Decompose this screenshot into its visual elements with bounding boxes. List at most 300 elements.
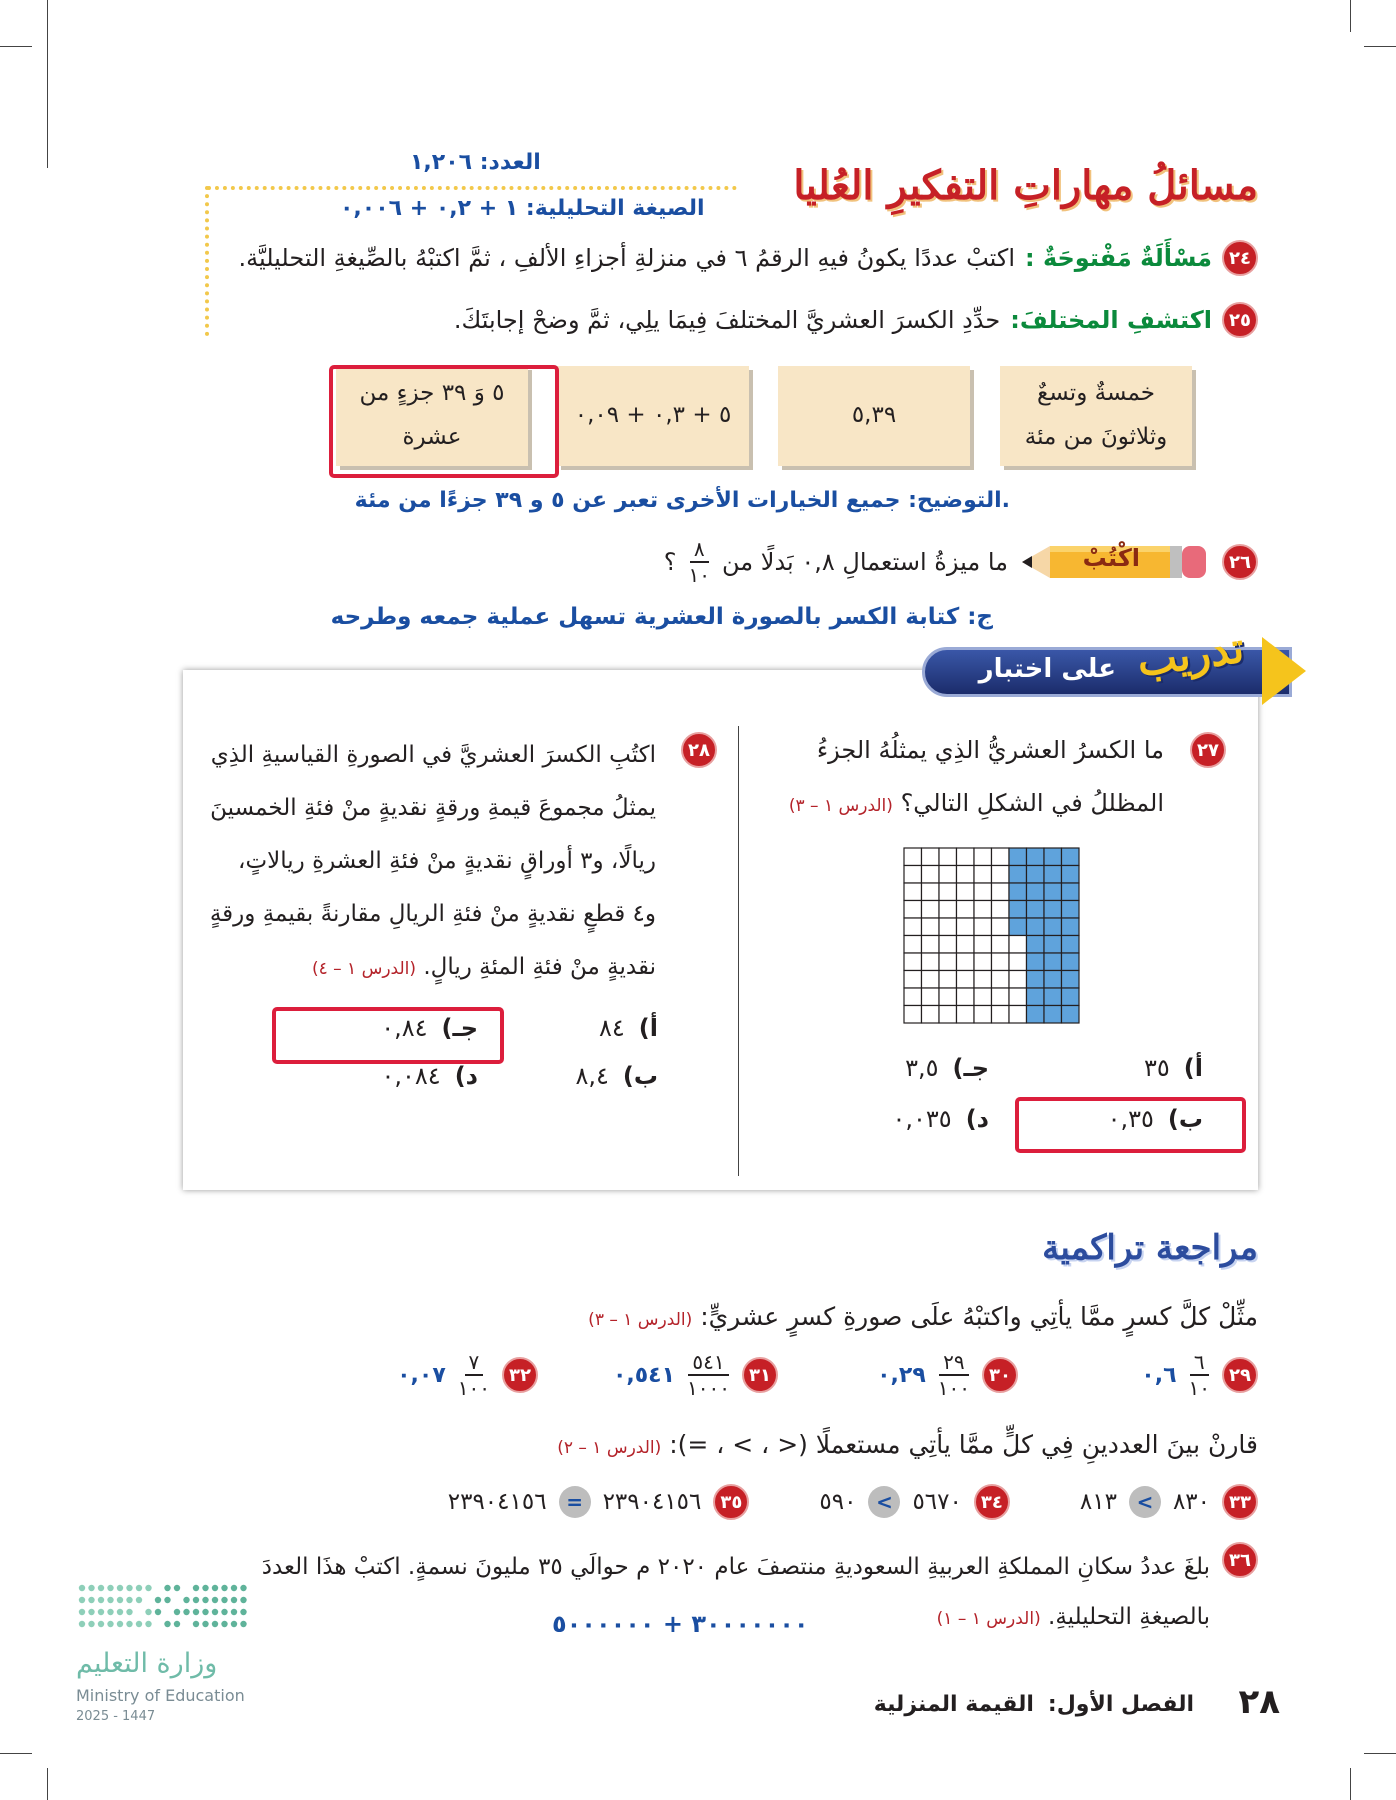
grid-cell-shaded — [1027, 971, 1045, 989]
option-b[interactable] — [575, 1062, 658, 1090]
lesson-reference: (الدرس ١ – ٤) — [311, 959, 416, 979]
logo-dot — [79, 1609, 85, 1615]
question-27-number — [1190, 732, 1226, 768]
dotted-frame-left — [205, 186, 209, 336]
grid-cell — [957, 883, 975, 901]
grid-cell — [974, 1006, 992, 1024]
logo-dot — [164, 1621, 170, 1627]
option-letter: ب) — [622, 1062, 658, 1090]
fraction-numerator: ٨ — [690, 539, 709, 563]
grid-cell — [904, 988, 922, 1006]
logo-dot — [231, 1597, 237, 1603]
crop-mark — [1350, 0, 1351, 32]
question-line-text: المظللُ في الشكلِ التالي؟ — [900, 789, 1164, 817]
option-letter: ب) — [1167, 1105, 1203, 1133]
grid-cell-shaded — [1009, 883, 1027, 901]
crop-mark — [47, 0, 48, 168]
grid-cell-shaded — [1027, 848, 1045, 866]
grid-cell — [939, 1006, 957, 1024]
question-number: ٢٤ — [1222, 240, 1258, 276]
logo-dot — [193, 1597, 199, 1603]
grid-cell-shaded — [1027, 901, 1045, 919]
logo-dot — [79, 1597, 85, 1603]
grid-cell-shaded — [1062, 936, 1080, 954]
grid-cell — [1009, 936, 1027, 954]
logo-dot — [88, 1621, 94, 1627]
question-number: ٢٧ — [1190, 732, 1226, 768]
choice-card-2: ٥,٣٩ — [778, 366, 970, 466]
fraction — [938, 1352, 970, 1398]
chapter-label: الفصل الأول: — [1047, 1692, 1194, 1717]
fraction — [458, 1352, 490, 1398]
option-value: ٣٥ — [1144, 1054, 1170, 1082]
logo-dot — [126, 1597, 132, 1603]
note-expanded-form: الصيغة التحليلية: ١ + ٠,٢ + ٠,٠٠٦ — [340, 196, 705, 221]
question-label: مَسْأَلَةٌ مَفْتوحَةٌ : — [1025, 244, 1212, 272]
fraction-numerator: ٦ — [1190, 1352, 1209, 1376]
answer-highlight — [1015, 1097, 1246, 1153]
fraction — [1189, 1352, 1210, 1398]
grid-cell-shaded — [1009, 866, 1027, 884]
logo-dot — [240, 1597, 246, 1603]
grid-cell-shaded — [1062, 901, 1080, 919]
logo-dot — [164, 1585, 170, 1591]
question-line: ريالًا، و٣ أوراقٍ نقديةٍ منْ فئةِ العشرةِ ريالاتٍ، — [238, 848, 656, 874]
grid-cell — [992, 918, 1010, 936]
grid-cell — [904, 866, 922, 884]
grid-cell — [957, 1006, 975, 1024]
logo-dot — [88, 1597, 94, 1603]
question-number: ٣٤ — [974, 1484, 1010, 1520]
option-letter: جـ) — [952, 1054, 989, 1082]
grid-cell — [904, 1006, 922, 1024]
logo-dot — [221, 1621, 227, 1627]
grid-cell-shaded — [1027, 1006, 1045, 1024]
grid-cell — [992, 936, 1010, 954]
grid-cell-shaded — [1044, 918, 1062, 936]
grid-cell-shaded — [1062, 971, 1080, 989]
logo-dot — [145, 1609, 151, 1615]
grid-cell — [992, 866, 1010, 884]
logo-dot — [145, 1585, 151, 1591]
logo-dot — [107, 1597, 113, 1603]
review-item-35 — [448, 1484, 750, 1520]
logo-dot — [136, 1585, 142, 1591]
logo-dot — [79, 1585, 85, 1591]
grid-cell — [922, 1006, 940, 1024]
question-line: و٤ قطعٍ نقديةٍ منْ فئةِ الريالِ مقارنةً بقيمةِ ورقةٍ — [209, 901, 656, 927]
grid-cell-shaded — [1009, 848, 1027, 866]
compare-left: ٢٣٩٠٤١٥٦ — [602, 1489, 702, 1515]
grid-cell-shaded — [1044, 953, 1062, 971]
logo-dot — [126, 1609, 132, 1615]
compare-sign: > — [1129, 1486, 1161, 1518]
grid-cell-shaded — [1062, 1006, 1080, 1024]
logo-dot — [174, 1585, 180, 1591]
grid-cell — [974, 901, 992, 919]
logo-dot — [202, 1621, 208, 1627]
grid-cell-shaded — [1062, 866, 1080, 884]
review-item-32 — [338, 1352, 538, 1398]
grid-cell — [904, 971, 922, 989]
option-c[interactable] — [905, 1054, 989, 1082]
grid-cell — [957, 988, 975, 1006]
question-28-text — [186, 729, 656, 996]
answer-value: ٠,٦ — [1141, 1362, 1177, 1388]
q36-answer: ٣٠٠٠٠٠٠٠ + ٥٠٠٠٠٠٠ — [552, 1610, 809, 1638]
grid-cell — [939, 988, 957, 1006]
question-28-number — [681, 732, 717, 768]
logo-dot — [136, 1597, 142, 1603]
compare-sign: = — [559, 1486, 591, 1518]
logo-dot — [221, 1609, 227, 1615]
option-value: ٠,٨٤ — [381, 1014, 428, 1042]
grid-cell-shaded — [1027, 953, 1045, 971]
logo-dot — [155, 1597, 161, 1603]
grid-cell — [957, 848, 975, 866]
compare-sign: > — [868, 1486, 900, 1518]
grid-cell — [1009, 953, 1027, 971]
grid-cell — [974, 936, 992, 954]
logo-dot — [183, 1597, 189, 1603]
grid-cell — [922, 988, 940, 1006]
question-number: ٢٨ — [681, 732, 717, 768]
compare-right: ٨١٣ — [1079, 1489, 1117, 1515]
review-title: مراجعة تراكمية — [1042, 1228, 1258, 1268]
ministry-name-ar: وزارة التعليم — [76, 1648, 218, 1679]
logo-dot — [231, 1585, 237, 1591]
option-value: ٣,٥ — [905, 1054, 939, 1082]
banner-script-text: تدريب — [1134, 622, 1247, 687]
logo-dot — [174, 1609, 180, 1615]
grid-cell — [922, 901, 940, 919]
fraction-denominator: ١٠٠ — [937, 1376, 970, 1400]
grid-cell-shaded — [1044, 971, 1062, 989]
logo-dot — [107, 1609, 113, 1615]
grid-cell — [1009, 988, 1027, 1006]
review-item-34 — [819, 1484, 1009, 1520]
logo-dot — [231, 1621, 237, 1627]
answer-highlight — [329, 365, 559, 478]
grid-cell — [957, 918, 975, 936]
note-number: العدد: ١,٢٠٦ — [410, 150, 541, 175]
instruction-text: قارنْ بينَ العددينِ فِي كلٍّ ممَّا يأتِي مستعملًا (< ، > ، =): — [669, 1430, 1258, 1459]
grid-cell — [1009, 1006, 1027, 1024]
logo-dot — [88, 1609, 94, 1615]
logo-dot — [136, 1621, 142, 1627]
review-instruction-1 — [588, 1302, 1258, 1331]
logo-dot — [221, 1597, 227, 1603]
grid-cell-shaded — [1044, 988, 1062, 1006]
grid-cell-shaded — [1044, 1006, 1062, 1024]
question-line — [764, 777, 1164, 833]
grid-cell-shaded — [1027, 918, 1045, 936]
logo-dot — [98, 1597, 104, 1603]
logo-dot — [117, 1609, 123, 1615]
fraction-denominator: ١٠٠ — [457, 1376, 490, 1400]
question-line-text: نقديةٍ منْ فئةِ المئةِ ريالٍ. — [423, 954, 656, 980]
logo-dot — [117, 1597, 123, 1603]
review-item-33 — [1080, 1484, 1258, 1520]
grid-cell-shaded — [1027, 988, 1045, 1006]
question-label: اكتشفِ المختلفَ: — [1010, 306, 1212, 334]
grid-cell-shaded — [1009, 918, 1027, 936]
question-mark: ؟ — [663, 548, 677, 576]
ministry-year: 2025 - 1447 — [76, 1709, 156, 1724]
grid-cell-shaded — [1062, 848, 1080, 866]
grid-cell — [904, 936, 922, 954]
instruction-text: مثِّلْ كلَّ كسرٍ ممَّا يأتِي واكتبْهُ علَى صورةِ كسرٍ عشريٍّ: — [700, 1302, 1258, 1331]
grid-cell — [922, 971, 940, 989]
grid-cell — [922, 936, 940, 954]
fraction — [689, 539, 710, 585]
question-number: ٢٥ — [1222, 302, 1258, 338]
logo-dot — [117, 1585, 123, 1591]
question-text: ما ميزةُ استعمالِ ٠,٨ بَدلًا من — [722, 548, 1008, 576]
answer-value: ٠,٥٤١ — [612, 1362, 676, 1388]
grid-cell — [974, 918, 992, 936]
review-items-compare — [448, 1484, 1258, 1520]
logo-dot — [126, 1621, 132, 1627]
logo-dot — [193, 1585, 199, 1591]
lesson-reference: (الدرس ١ – ٣) — [588, 1310, 693, 1330]
logo-dot — [212, 1585, 218, 1591]
grid-cell — [974, 866, 992, 884]
grid-cell — [922, 918, 940, 936]
crop-mark — [0, 46, 32, 47]
grid-cell — [1009, 971, 1027, 989]
grid-cell-shaded — [1044, 866, 1062, 884]
option-a[interactable] — [599, 1014, 658, 1042]
logo-dot — [98, 1585, 104, 1591]
review-item-29 — [1058, 1352, 1258, 1398]
question-line: يمثلُ مجموعَ قيمةِ ورقةٍ نقديةٍ منْ فئةِ الخمسينَ — [210, 795, 656, 821]
grid-cell — [992, 953, 1010, 971]
grid-cell-shaded — [1009, 901, 1027, 919]
grid-cell-shaded — [1044, 848, 1062, 866]
grid-cell — [922, 848, 940, 866]
grid-cell — [904, 901, 922, 919]
grid-cell-shaded — [1062, 918, 1080, 936]
grid-cell — [974, 971, 992, 989]
fraction-numerator: ٢٩ — [939, 1352, 968, 1376]
grid-cell — [992, 1006, 1010, 1024]
question-number: ٢٩ — [1222, 1357, 1258, 1393]
option-letter: أ) — [638, 1014, 658, 1042]
grid-cell — [939, 936, 957, 954]
question-line: بلغَ عددُ سكانِ المملكةِ العربيةِ السعوديةِ منتصفَ عام ٢٠٢٠ م حوالَي ٣٥ مليونَ نسمةٍ. اكتبْ هذَا العددَ — [261, 1554, 1210, 1580]
compare-left: ٥٦٧٠ — [912, 1489, 962, 1515]
ministry-logo-icon — [76, 1580, 252, 1638]
grid-cell-shaded — [1044, 936, 1062, 954]
question-number: ٣٢ — [502, 1357, 538, 1393]
grid-cell — [922, 866, 940, 884]
grid-cell — [904, 883, 922, 901]
choice-card-1: خمسةٌ وتسعٌ وثلاثونَ من مئة — [1000, 366, 1192, 466]
grid-cell — [957, 901, 975, 919]
logo-dot — [145, 1621, 151, 1627]
option-letter: جـ) — [441, 1014, 478, 1042]
grid-cell — [974, 848, 992, 866]
crop-mark — [47, 1768, 48, 1800]
question-25 — [454, 302, 1258, 338]
question-26 — [664, 538, 1258, 586]
question-line: اكتُبِ الكسرَ العشريَّ في الصورةِ القياسيةِ الذِي — [210, 742, 656, 768]
dotted-frame-top — [207, 186, 737, 190]
logo-dot — [240, 1585, 246, 1591]
grid-cell — [904, 918, 922, 936]
page-number: ٢٨ — [1238, 1682, 1280, 1722]
logo-dot — [193, 1621, 199, 1627]
question-number: ٢٦ — [1222, 544, 1258, 580]
option-value: ٨٤ — [599, 1014, 625, 1042]
logo-dot — [202, 1609, 208, 1615]
question-line-text: بالصيغةِ التحليليةِ. — [1048, 1604, 1210, 1630]
option-letter: د) — [454, 1062, 478, 1090]
column-divider — [738, 726, 739, 1176]
logo-dot — [212, 1597, 218, 1603]
crop-mark — [1350, 1768, 1351, 1800]
ministry-name-en: Ministry of Education — [76, 1686, 245, 1705]
grid-cell — [957, 971, 975, 989]
banner-arrow-icon — [1262, 637, 1306, 705]
choice-card-3: ٥ + ٠,٣ + ٠,٠٩ — [557, 366, 749, 466]
grid-cell — [939, 866, 957, 884]
grid-cell — [974, 883, 992, 901]
answer-explanation: ج: كتابة الكسر بالصورة العشرية تسهل عملية جمعه وطرحه — [330, 604, 993, 630]
grid-cell — [974, 988, 992, 1006]
logo-dot — [164, 1597, 170, 1603]
logo-dot — [231, 1609, 237, 1615]
question-27-text — [764, 724, 1164, 833]
fraction-denominator: ١٠ — [688, 563, 711, 587]
option-d[interactable] — [893, 1105, 990, 1133]
logo-dot — [240, 1621, 246, 1627]
question-24 — [238, 240, 1258, 276]
logo-dot — [117, 1621, 123, 1627]
grid-cell — [957, 936, 975, 954]
option-letter: أ) — [1183, 1054, 1203, 1082]
grid-cell — [992, 848, 1010, 866]
option-value: ٨,٤ — [575, 1062, 609, 1090]
grid-cell — [904, 953, 922, 971]
grid-cell — [974, 953, 992, 971]
question-text: اكتبْ عددًا يكونُ فيهِ الرقمُ ٦ في منزلةِ أجزاءِ الألفِ ، ثمَّ اكتبْهُ بالصِّيغةِ التحليليَّة. — [238, 244, 1015, 272]
grid-cell — [992, 971, 1010, 989]
compare-left: ٨٣٠ — [1172, 1489, 1210, 1515]
fraction-numerator: ٥٤١ — [688, 1352, 728, 1376]
logo-dot — [240, 1609, 246, 1615]
logo-dot — [221, 1585, 227, 1591]
fraction — [687, 1352, 730, 1398]
option-letter: د) — [965, 1105, 989, 1133]
grid-cell — [904, 848, 922, 866]
logo-dot — [98, 1609, 104, 1615]
grid-cell-shaded — [1062, 988, 1080, 1006]
fraction-denominator: ١٠ — [1188, 1376, 1210, 1400]
review-items-fractions — [338, 1352, 1258, 1398]
banner-text: على اختبار — [978, 654, 1116, 684]
logo-dot — [107, 1621, 113, 1627]
logo-dot — [155, 1609, 161, 1615]
option-value: ٠,٣٥ — [1107, 1105, 1154, 1133]
answer-value: ٠,٢٩ — [877, 1362, 926, 1388]
grid-cell-shaded — [1044, 901, 1062, 919]
grid-cell-shaded — [1027, 883, 1045, 901]
chapter-name: القيمة المنزلية — [873, 1692, 1034, 1717]
pencil-badge-label: اكْتُبْ — [1082, 544, 1140, 572]
question-line: ما الكسرُ العشريُّ الذِي يمثلُهُ الجزءُ — [816, 736, 1164, 764]
grid-cell-shaded — [1062, 953, 1080, 971]
logo-dot — [183, 1609, 189, 1615]
logo-dot — [79, 1621, 85, 1627]
grid-cell — [957, 953, 975, 971]
fraction-numerator: ٧ — [465, 1352, 484, 1376]
grid-cell-shaded — [1062, 883, 1080, 901]
grid-cell — [939, 918, 957, 936]
grid-cell — [939, 848, 957, 866]
crop-mark — [0, 1753, 32, 1754]
logo-dot — [193, 1609, 199, 1615]
review-item-31 — [578, 1352, 778, 1398]
question-number: ٣١ — [742, 1357, 778, 1393]
grid-cell — [922, 953, 940, 971]
lesson-reference: (الدرس ١ – ١) — [936, 1609, 1041, 1629]
crop-mark — [1364, 46, 1396, 47]
grid-cell — [992, 901, 1010, 919]
choice-card-4: ٥ وَ ٣٩ جزءٍ من عشرة — [336, 366, 528, 466]
compare-right: ٢٣٩٠٤١٥٦ — [447, 1489, 547, 1515]
section-title: مسائلُ مهاراتِ التفكيرِ العُليا — [793, 162, 1258, 209]
logo-dot — [212, 1621, 218, 1627]
grid-cell — [939, 883, 957, 901]
logo-dot — [107, 1585, 113, 1591]
logo-dot — [212, 1609, 218, 1615]
option-d[interactable] — [382, 1062, 479, 1090]
crop-mark — [1364, 1753, 1396, 1754]
option-value: ٠,٠٣٥ — [892, 1105, 952, 1133]
question-number: ٣٠ — [982, 1357, 1018, 1393]
compare-right: ٥٩٠ — [819, 1489, 857, 1515]
grid-cell — [992, 883, 1010, 901]
answer-explanation: .التوضيح: جميع الخيارات الأخرى تعبر عن ٥ و ٣٩ جزءًا من مئة — [354, 488, 1010, 513]
grid-cell-shaded — [1027, 866, 1045, 884]
question-line — [186, 941, 656, 996]
lesson-reference: (الدرس ١ – ٣) — [788, 796, 893, 816]
answer-value: ٠,٠٧ — [397, 1362, 446, 1388]
lesson-reference: (الدرس ١ – ٢) — [557, 1438, 662, 1458]
grid-cell-shaded — [1044, 883, 1062, 901]
option-value: ٠,٠٨٤ — [381, 1062, 441, 1090]
hundred-grid — [903, 847, 1080, 1024]
review-instruction-2 — [557, 1430, 1258, 1459]
question-text: حدِّدِ الكسرَ العشريَّ المختلفَ فِيمَا يلِي، ثمَّ وضحْ إجابتَكَ. — [453, 306, 1001, 334]
question-number: ٣٦ — [1222, 1542, 1258, 1578]
logo-dot — [126, 1585, 132, 1591]
grid-cell — [939, 953, 957, 971]
logo-dot — [174, 1621, 180, 1627]
logo-dot — [202, 1597, 208, 1603]
grid-cell — [939, 901, 957, 919]
grid-cell-shaded — [1027, 936, 1045, 954]
grid-cell — [957, 866, 975, 884]
question-number: ٣٥ — [713, 1484, 749, 1520]
question-number: ٣٣ — [1222, 1484, 1258, 1520]
option-a[interactable] — [1144, 1054, 1203, 1082]
logo-dot — [202, 1585, 208, 1591]
chapter-footer — [874, 1692, 1194, 1717]
grid-cell — [922, 883, 940, 901]
